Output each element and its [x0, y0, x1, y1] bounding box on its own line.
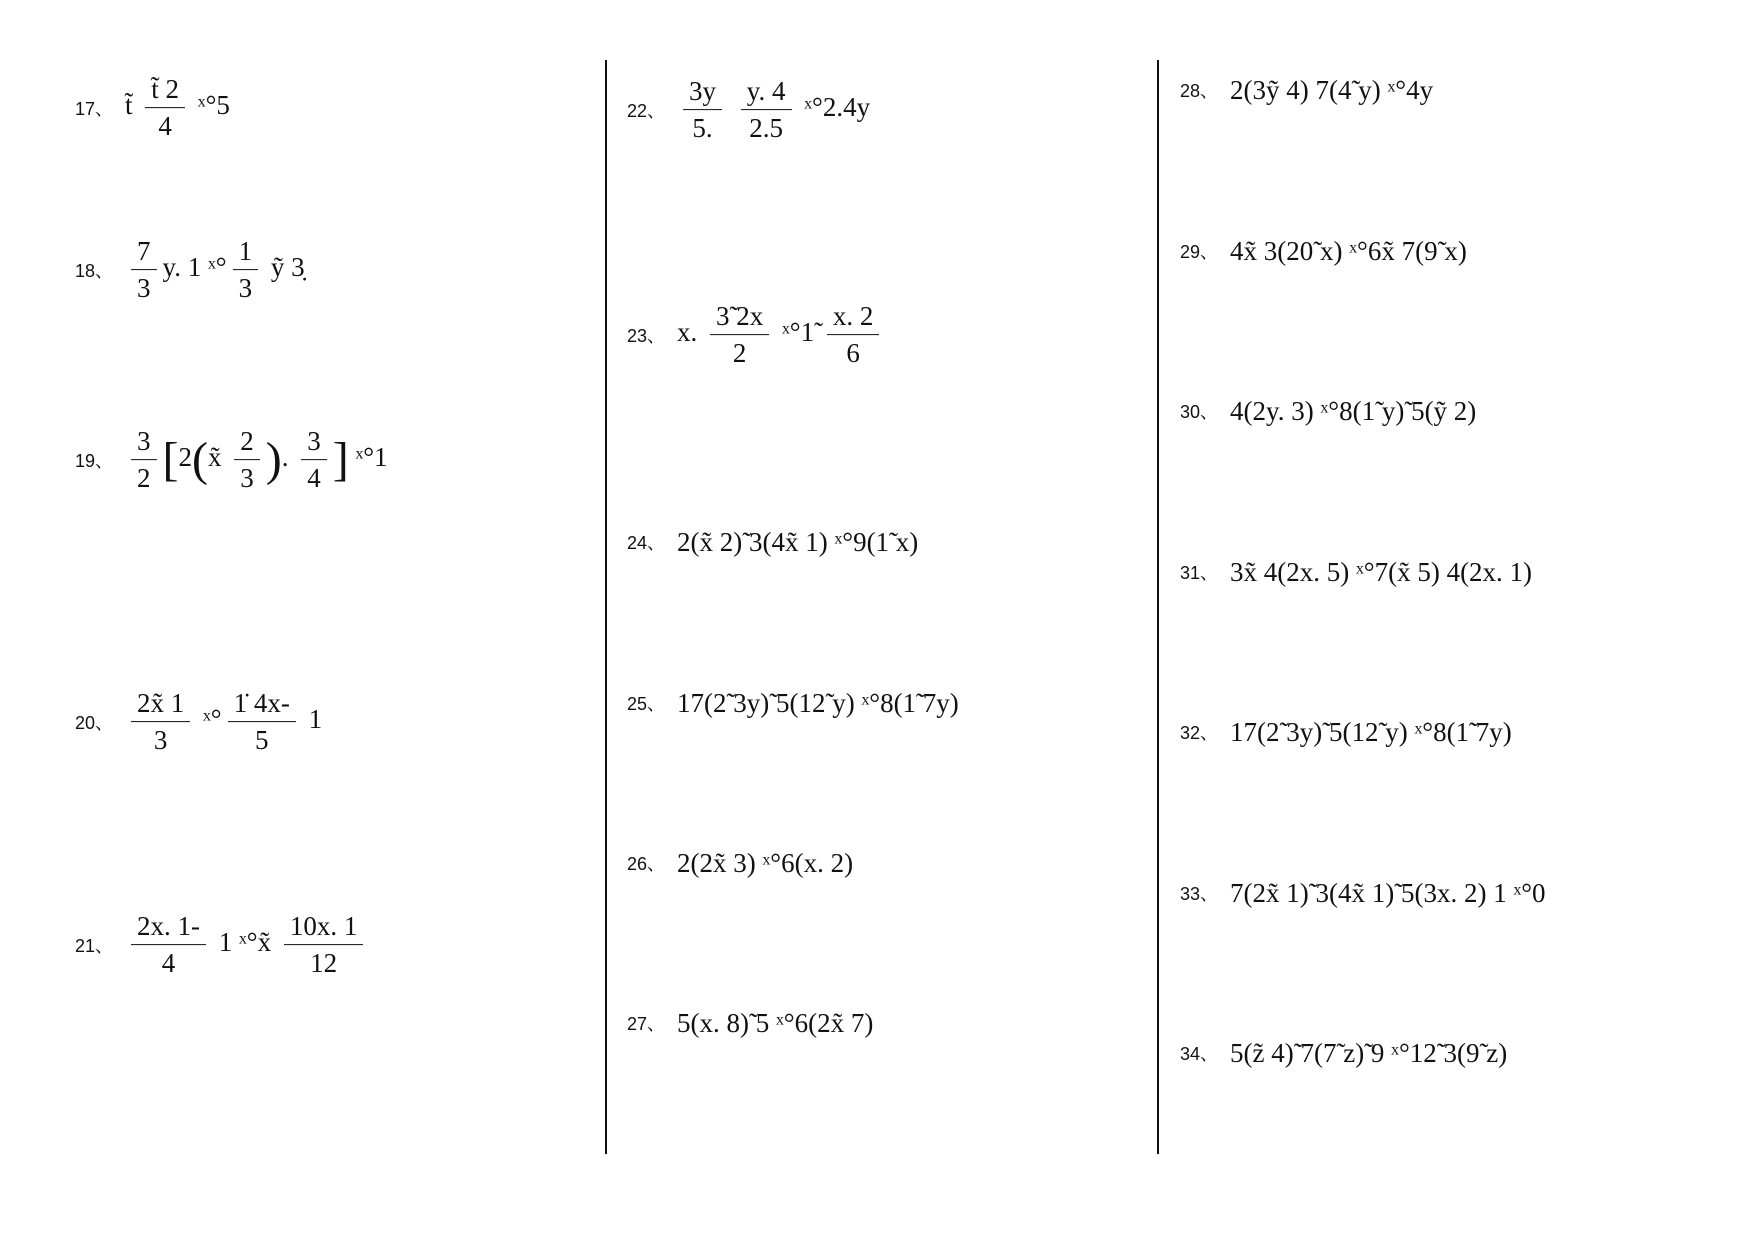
equation — [677, 300, 885, 370]
problem-number: 26、 — [627, 854, 666, 874]
problem-number: 28、 — [1180, 81, 1219, 101]
bracket: [ — [162, 433, 179, 486]
numerator: 3 — [131, 425, 157, 460]
denominator: 12 — [310, 948, 338, 979]
problem-number: 29、 — [1180, 242, 1219, 262]
bracket: ] — [332, 433, 349, 486]
denominator: 3 — [240, 463, 254, 494]
equation — [125, 687, 322, 757]
expression-text: x̃ — [207, 442, 229, 473]
numerator: 3̃ 2x — [710, 300, 769, 335]
numerator: 1̇ 4x- — [228, 687, 296, 722]
fraction — [131, 235, 157, 305]
problem-19 — [75, 426, 575, 494]
numerator: x. 2 — [827, 300, 880, 335]
expression-text: 1 ˣ°x̃ — [212, 927, 278, 958]
problem-33 — [1180, 863, 1740, 923]
equation — [125, 425, 388, 495]
denominator: 4 — [158, 111, 172, 142]
problem-24 — [627, 512, 1137, 572]
problem-31 — [1180, 542, 1740, 602]
equation — [1230, 74, 1433, 106]
problem-number: 18、 — [75, 261, 114, 281]
problem-number: 30、 — [1180, 402, 1219, 422]
fraction — [234, 425, 260, 495]
expression-text: 17(2̃ 3y)̃ 5(12̃ y) ˣ°8(1̃ 7y) — [677, 687, 959, 718]
expression-text: ˣ°2.4y — [797, 92, 871, 123]
problem-17 — [75, 74, 575, 142]
fraction — [131, 687, 190, 757]
numerator: 2x̃ 1 — [131, 687, 190, 722]
denominator: 2 — [732, 338, 747, 369]
problem-20 — [75, 688, 575, 756]
problem-30 — [1180, 381, 1740, 441]
problem-number: 23、 — [627, 326, 666, 346]
expression-text: 3x̃ 4(2x. 5) ˣ°7(x̃ 5) 4(2x. 1) — [1230, 556, 1533, 587]
problem-number: 19、 — [75, 451, 114, 471]
fraction — [145, 73, 185, 143]
expression-text: x. — [677, 317, 704, 348]
problem-32 — [1180, 702, 1740, 762]
fraction — [131, 425, 157, 495]
problem-number: 32、 — [1180, 723, 1219, 743]
fraction — [228, 687, 296, 757]
problem-number: 22、 — [627, 101, 666, 121]
denominator: 3 — [238, 273, 253, 304]
fraction — [683, 75, 722, 145]
denominator: 5 — [254, 725, 269, 756]
expression-text: 7(2x̃ 1)̃ 3(4x̃ 1)̃ 5(3x. 2) 1 ˣ°0 — [1230, 877, 1546, 908]
fraction — [301, 425, 327, 495]
denominator: 2.5 — [749, 113, 783, 144]
expression-text: 5(x. 8)̃ 5 ˣ°6(2x̃ 7) — [677, 1007, 874, 1038]
equation — [1230, 716, 1512, 748]
expression-text: . — [281, 442, 296, 473]
column-divider-left — [605, 60, 607, 1154]
expression-text: t̃ — [125, 90, 140, 121]
equation — [1230, 235, 1467, 267]
problem-18 — [75, 236, 575, 304]
problem-28 — [1180, 60, 1740, 120]
expression-text: 17(2̃ 3y)̃ 5(12̃ y) ˣ°8(1̃ 7y) — [1230, 716, 1512, 747]
expression-text: 4x̃ 3(20̃ x) ˣ°6x̃ 7(9̃ x) — [1230, 235, 1467, 266]
problem-number: 27、 — [627, 1014, 666, 1034]
problem-number: 20、 — [75, 713, 114, 733]
denominator: 2 — [137, 463, 151, 494]
expression-text: y. 1 ˣ° — [162, 252, 227, 283]
numerator: 2x. 1- — [131, 910, 206, 945]
problem-34 — [1180, 1023, 1740, 1083]
problem-21 — [75, 911, 575, 979]
equation — [1230, 395, 1476, 427]
equation — [1230, 556, 1532, 588]
fraction — [741, 75, 792, 145]
equation — [677, 687, 959, 719]
expression-text: 4(2y. 3) ˣ°8(1̃ y)̃ 5(ỹ 2) — [1230, 395, 1477, 426]
fraction — [233, 235, 259, 305]
expression-text: ˣ°1̃ — [775, 317, 821, 348]
numerator: t̃ 2 — [145, 73, 185, 108]
numerator: 7 — [131, 235, 157, 270]
numerator: 10x. 1 — [284, 910, 364, 945]
expression-text: ˣ° — [196, 704, 222, 735]
equation — [125, 910, 369, 980]
problem-26 — [627, 833, 1137, 893]
expression-text: 2(2x̃ 3) ˣ°6(x. 2) — [677, 847, 854, 878]
problem-number: 31、 — [1180, 563, 1219, 583]
equation — [677, 526, 918, 558]
denominator: 4 — [307, 463, 321, 494]
problem-27 — [627, 993, 1137, 1053]
expression-text: 1 — [301, 704, 323, 735]
expression-text: ˣ°5 — [191, 90, 230, 121]
problem-22 — [627, 76, 1137, 144]
problem-23 — [627, 301, 1137, 369]
problem-number: 33、 — [1180, 884, 1219, 904]
numerator: 1 — [233, 235, 259, 270]
denominator: 4 — [161, 948, 176, 979]
denominator: 3 — [153, 725, 168, 756]
denominator: 3 — [137, 273, 151, 304]
expression-text: 2(3ỹ 4) 7(4̃ y) ˣ°4y — [1230, 74, 1434, 105]
column-divider-right — [1157, 60, 1159, 1154]
expression-text — [728, 92, 735, 122]
expression-text: 2 — [178, 442, 192, 473]
problem-29 — [1180, 221, 1740, 281]
denominator: 6 — [846, 338, 860, 369]
problem-number: 24、 — [627, 533, 666, 553]
problem-number: 17、 — [75, 99, 114, 119]
equation — [677, 75, 870, 145]
equation — [1230, 1037, 1507, 1069]
denominator: 5. — [692, 113, 713, 144]
equation — [125, 73, 230, 143]
numerator: 2 — [234, 425, 260, 460]
fraction — [284, 910, 364, 980]
numerator: y. 4 — [741, 75, 792, 110]
fraction — [710, 300, 769, 370]
problem-number: 25、 — [627, 694, 666, 714]
expression-text: 2(x̃ 2)̃ 3(4x̃ 1) ˣ°9(1̃ x) — [677, 526, 919, 557]
expression-text: ˣ°1 — [348, 442, 388, 473]
bracket: ) — [265, 433, 282, 486]
equation — [125, 235, 305, 305]
bracket: ( — [191, 433, 208, 486]
problem-number: 34、 — [1180, 1044, 1219, 1064]
equation — [1230, 877, 1546, 909]
fraction — [131, 910, 206, 980]
equation — [677, 1007, 873, 1039]
expression-text: ỹ 3̣ — [264, 252, 305, 283]
problem-number: 21、 — [75, 936, 114, 956]
expression-text: 5(z̃ 4)̃ 7(7̃ z)̃ 9 ˣ°12̃ 3(9̃ z) — [1230, 1037, 1508, 1068]
equation — [677, 847, 853, 879]
numerator: 3 — [301, 425, 327, 460]
problem-25 — [627, 673, 1137, 733]
numerator: 3y — [683, 75, 722, 110]
fraction — [827, 300, 880, 370]
